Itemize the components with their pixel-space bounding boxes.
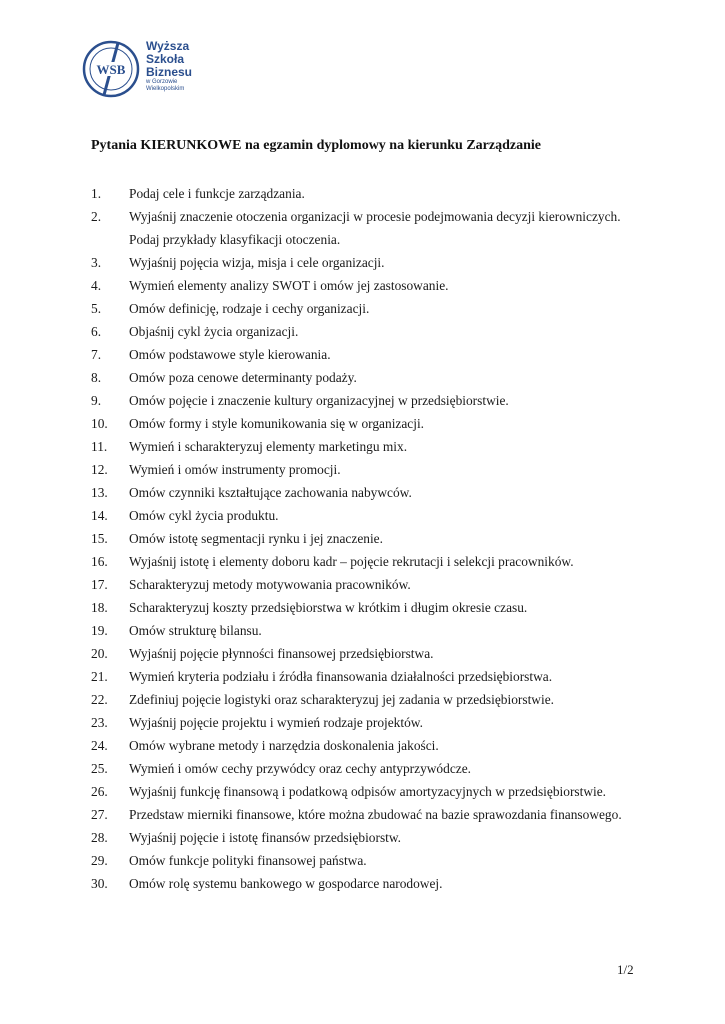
- question-item: [91, 688, 651, 711]
- question-text: Wyjaśnij pojęcie płynności finansowej przedsiębiorstwa.: [129, 646, 434, 661]
- question-item: [91, 320, 651, 343]
- question-text: Omów pojęcie i znaczenie kultury organizacyjnej w przedsiębiorstwie.: [129, 393, 509, 408]
- document-title: Pytania KIERUNKOWE na egzamin dyplomowy na kierunku Zarządzanie: [91, 138, 541, 153]
- question-number: 15.: [91, 531, 108, 546]
- logo-name-line3: Biznesu: [146, 65, 193, 79]
- logo-location-line1: w Gorzowie: [146, 79, 178, 85]
- question-number: 28.: [91, 830, 108, 845]
- question-text: Wymień i omów cechy przywódcy oraz cechy antyprzywódcze.: [129, 761, 471, 776]
- question-text: Omów wybrane metody i narzędzia doskonalenia jakości.: [129, 738, 439, 753]
- question-number: 26.: [91, 784, 108, 799]
- question-number: 25.: [91, 761, 108, 776]
- emblem-text: WSB: [96, 62, 126, 77]
- question-item: [91, 366, 651, 389]
- question-item: [91, 780, 651, 803]
- question-text: Zdefiniuj pojęcie logistyki oraz scharakteryzuj jej zadania w przedsiębiorstwie.: [129, 692, 554, 707]
- question-item: [91, 619, 651, 642]
- question-item: [91, 826, 651, 849]
- question-number: 4.: [91, 278, 102, 293]
- question-number: 20.: [91, 646, 108, 661]
- question-number: 11.: [91, 439, 108, 454]
- logo-name-line1: Wyższa: [146, 39, 190, 53]
- question-number: 16.: [91, 554, 108, 569]
- university-emblem-icon: [82, 40, 140, 98]
- question-number: 6.: [91, 324, 102, 339]
- question-item: [91, 803, 651, 826]
- question-number: 23.: [91, 715, 108, 730]
- question-text: Omów rolę systemu bankowego w gospodarce narodowej.: [129, 876, 443, 891]
- question-text: Omów czynniki kształtujące zachowania nabywców.: [129, 485, 412, 500]
- question-number: 27.: [91, 807, 108, 822]
- question-text: Wymień i omów instrumenty promocji.: [129, 462, 341, 477]
- question-item: [91, 711, 651, 734]
- question-text: Omów istotę segmentacji rynku i jej znaczenie.: [129, 531, 383, 546]
- question-text: Objaśnij cykl życia organizacji.: [129, 324, 299, 339]
- question-item: [91, 458, 651, 481]
- question-item: [91, 251, 651, 274]
- question-item: [91, 757, 651, 780]
- question-text: Wyjaśnij funkcję finansową i podatkową odpisów amortyzacyjnych w przedsiębiorstwie.: [129, 784, 607, 799]
- question-number: 7.: [91, 347, 102, 362]
- question-item: [91, 412, 651, 435]
- question-item: [91, 182, 651, 205]
- question-item: [91, 435, 651, 458]
- question-number: 22.: [91, 692, 108, 707]
- question-text: Wymień i scharakteryzuj elementy marketingu mix.: [129, 439, 408, 454]
- question-text: Przedstaw mierniki finansowe, które można zbudować na bazie sprawozdania finansowego.: [129, 807, 622, 822]
- question-item: [91, 389, 651, 412]
- question-item: [91, 596, 651, 619]
- question-number: 29.: [91, 853, 108, 868]
- question-item: [91, 274, 651, 297]
- question-item: [91, 642, 651, 665]
- question-number: 18.: [91, 600, 108, 615]
- question-text: Wymień elementy analizy SWOT i omów jej zastosowanie.: [129, 278, 449, 293]
- question-number: 17.: [91, 577, 108, 592]
- question-text: Omów formy i style komunikowania się w organizacji.: [129, 416, 425, 431]
- question-item: [91, 504, 651, 527]
- question-number: 21.: [91, 669, 108, 684]
- question-item: [91, 297, 651, 320]
- question-number: 3.: [91, 255, 102, 270]
- question-number: 14.: [91, 508, 108, 523]
- question-list: [91, 182, 651, 895]
- question-number: 10.: [91, 416, 108, 431]
- question-item: [91, 343, 651, 366]
- question-text: Omów cykl życia produktu.: [129, 508, 279, 523]
- question-text: Wymień kryteria podziału i źródła finansowania działalności przedsiębiorstwa.: [129, 669, 553, 684]
- question-text: Omów strukturę bilansu.: [129, 623, 262, 638]
- question-text: Podaj cele i funkcje zarządzania.: [129, 186, 305, 201]
- question-number: 9.: [91, 393, 102, 408]
- question-text: Scharakteryzuj koszty przedsiębiorstwa w krótkim i długim okresie czasu.: [129, 600, 528, 615]
- question-item: [91, 205, 651, 251]
- question-number: 5.: [91, 301, 102, 316]
- question-number: 8.: [91, 370, 102, 385]
- question-number: 12.: [91, 462, 108, 477]
- question-item: [91, 665, 651, 688]
- question-item: [91, 734, 651, 757]
- question-number: 13.: [91, 485, 108, 500]
- question-text: Wyjaśnij pojęcie i istotę finansów przedsiębiorstw.: [129, 830, 402, 845]
- question-number: 1.: [91, 186, 102, 201]
- question-text: Omów podstawowe style kierowania.: [129, 347, 331, 362]
- question-text: Omów definicję, rodzaje i cechy organizacji.: [129, 301, 370, 316]
- question-item: [91, 872, 651, 895]
- question-item: [91, 573, 651, 596]
- question-number: 30.: [91, 876, 108, 891]
- question-number: 19.: [91, 623, 108, 638]
- question-text: Wyjaśnij pojęcia wizja, misja i cele organizacji.: [129, 255, 385, 270]
- logo-location-line2: Wielkopolskim: [146, 86, 185, 92]
- question-text: Omów poza cenowe determinanty podaży.: [129, 370, 357, 385]
- page-number: 1/2: [617, 962, 634, 977]
- question-text: Wyjaśnij pojęcie projektu i wymień rodzaje projektów.: [129, 715, 423, 730]
- question-item: [91, 849, 651, 872]
- question-text: Wyjaśnij znaczenie otoczenia organizacji w procesie podejmowania decyzji kierowniczych. Podaj przykłady klasyfikacji otoczenia.: [129, 209, 621, 247]
- university-name: [146, 40, 192, 93]
- question-number: 2.: [91, 209, 102, 224]
- question-text: Omów funkcje polityki finansowej państwa.: [129, 853, 367, 868]
- university-logo: [82, 38, 212, 102]
- logo-name-line2: Szkoła: [146, 52, 185, 66]
- question-text: Wyjaśnij istotę i elementy doboru kadr – pojęcie rekrutacji i selekcji pracowników.: [129, 554, 574, 569]
- question-item: [91, 481, 651, 504]
- question-number: 24.: [91, 738, 108, 753]
- question-item: [91, 550, 651, 573]
- question-item: [91, 527, 651, 550]
- question-text: Scharakteryzuj metody motywowania pracowników.: [129, 577, 411, 592]
